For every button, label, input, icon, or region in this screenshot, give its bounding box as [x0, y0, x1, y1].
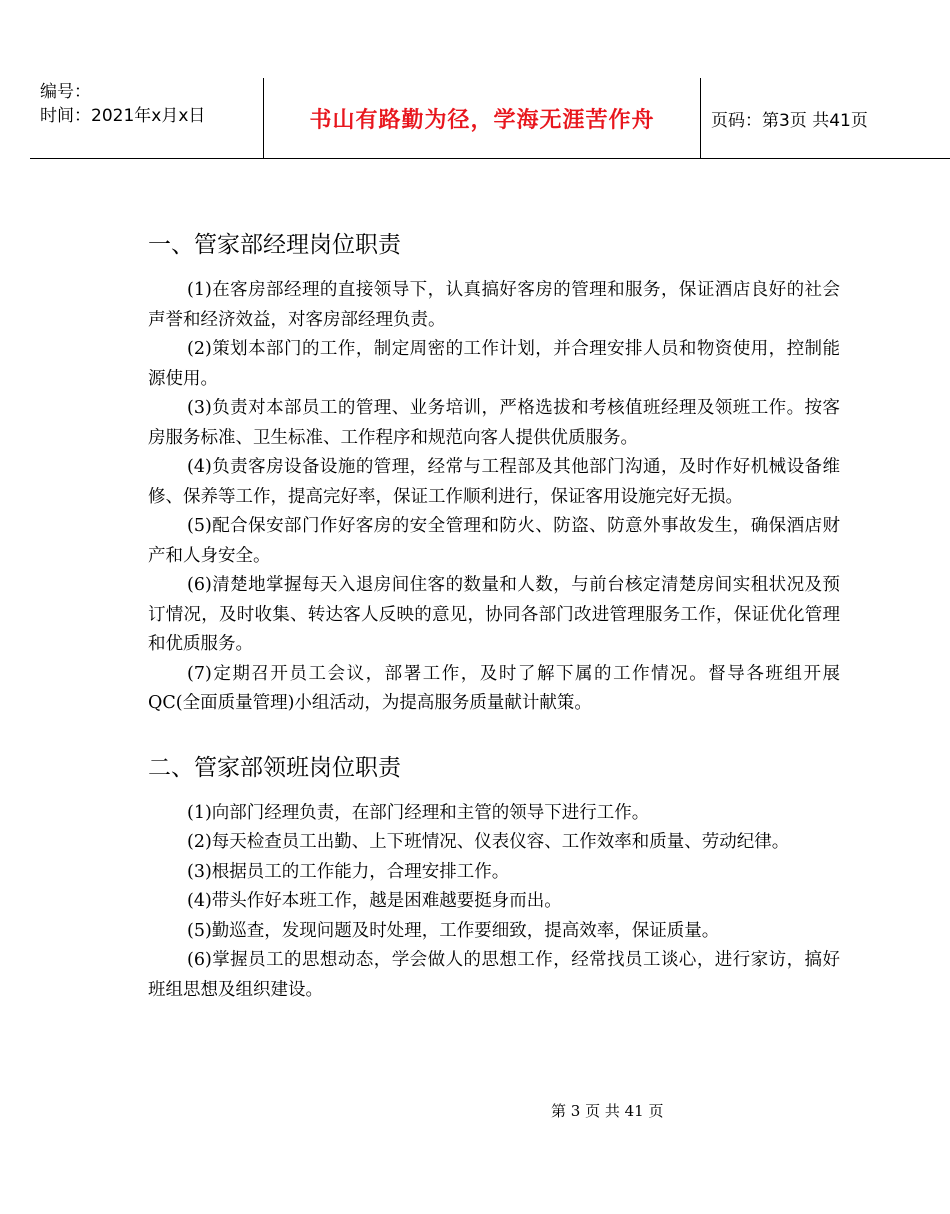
paragraph: (1)向部门经理负责，在部门经理和主管的领导下进行工作。: [187, 802, 650, 823]
section-title: 二、管家部领班岗位职责: [148, 754, 401, 781]
header-info-cell: [30, 78, 264, 158]
paragraph: (6)掌握员工的思想动态，学会做人的思想工作，经常找员工谈心，进行家访，搞好班组思想及组织建设。: [148, 950, 840, 1000]
paragraph: (5)配合保安部门作好客房的安全管理和防火、防盗、防意外事故发生，确保酒店财产和人身安全。: [148, 516, 840, 566]
paragraph: (7)定期召开员工会议，部署工作，及时了解下属的工作情况。督导各班组开展QC(全面质量管理)小组活动，为提高服务质量献计献策。: [148, 663, 840, 713]
paragraph: (2)策划本部门的工作，制定周密的工作计划，并合理安排人员和物资使用，控制能源使用。: [148, 339, 840, 389]
paragraph: (4)带头作好本班工作，越是困难越要挺身而出。: [187, 891, 562, 911]
paragraph: (3)负责对本部员工的管理、业务培训，严格选拔和考核值班经理及领班工作。按客房服务标准、卫生标准、工作程序和规范向客人提供优质服务。: [148, 398, 840, 448]
document-time-label: 时间：2021年x月x日: [40, 106, 206, 126]
page-footer: 第 3 页 共 41 页: [551, 1102, 664, 1120]
paragraph: (6)清楚地掌握每天入退房间住客的数量和人数，与前台核定清楚房间实租状况及预订情况，及时收集、转达客人反映的意见，协同各部门改进管理服务工作，保证优化管理和优质服务。: [148, 575, 840, 654]
paragraph: (2)每天检查员工出勤、上下班情况、仪表仪容、工作效率和质量、劳动纪律。: [187, 832, 790, 852]
paragraph: (4)负责客房设备设施的管理，经常与工程部及其他部门沟通，及时作好机械设备维修、保养等工作，提高完好率，保证工作顺利进行，保证客用设施完好无损。: [148, 457, 840, 507]
paragraph: (5)勤巡查，发现问题及时处理，工作要细致，提高效率，保证质量。: [187, 920, 720, 941]
page-header: [30, 78, 950, 159]
header-motto: 书山有路勤为径，学海无涯苦作舟: [264, 78, 701, 158]
header-page-number: 页码：第3页 共41页: [711, 110, 868, 131]
paragraph: (1)在客房部经理的直接领导下，认真搞好客房的管理和服务，保证酒店良好的社会声誉和经济效益，对客房部经理负责。: [148, 280, 840, 330]
document-body: [148, 228, 840, 1005]
document-number-label: 编号：: [40, 82, 91, 102]
paragraph: (3)根据员工的工作能力，合理安排工作。: [187, 861, 510, 882]
section-title: 一、管家部经理岗位职责: [148, 232, 401, 258]
